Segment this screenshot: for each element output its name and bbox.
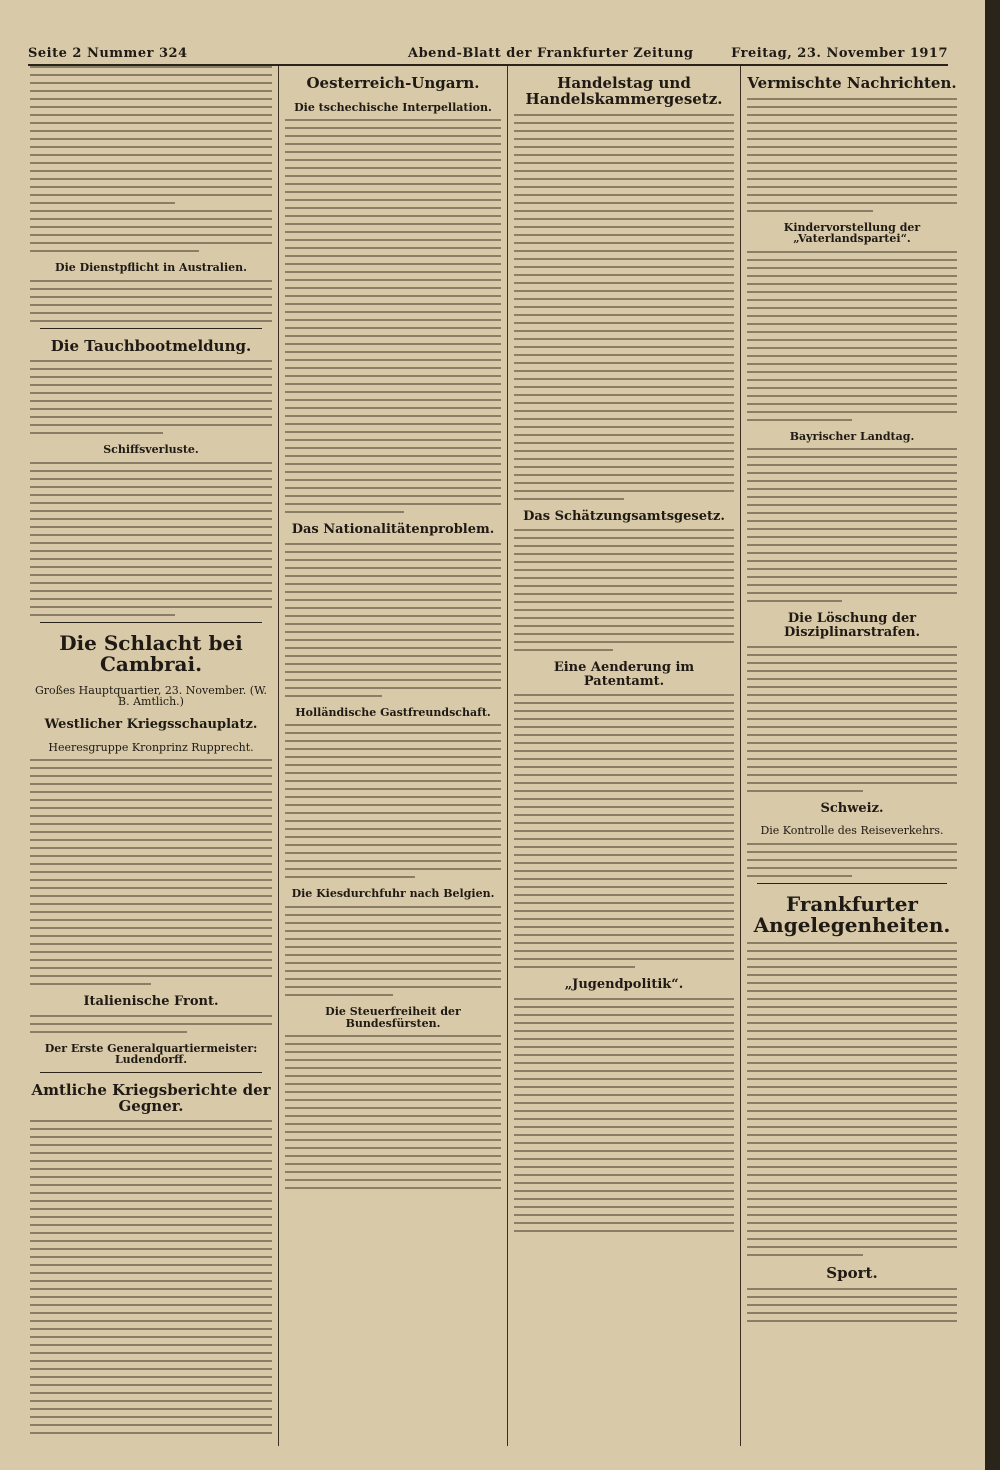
article-heading: Schweiz.	[820, 800, 884, 816]
article-heading: Schiffsverluste.	[103, 443, 199, 457]
article-heading: Kindervorstellung der „Vaterlandspartei“.	[783, 220, 921, 246]
page-number: Seite 2 Nummer 324	[28, 46, 188, 61]
article-text	[30, 360, 272, 434]
article-text	[285, 543, 501, 697]
column-3	[514, 66, 734, 1446]
article-text	[285, 724, 501, 878]
article-heading: Die Löschung der Disziplinarstrafen.	[784, 611, 920, 641]
article-subheading: Heeresgruppe Kronprinz Rupprecht.	[48, 740, 254, 754]
article-heading: Die Tauchbootmeldung.	[50, 336, 252, 355]
article-heading: Die Kiesdurchfuhr nach Belgien.	[291, 887, 495, 901]
article-heading: Holländische Gastfreundschaft.	[295, 705, 491, 719]
article-text	[285, 1035, 501, 1189]
page-header	[28, 40, 948, 66]
article-text	[747, 98, 957, 212]
article-heading: Frankfurter Angelegenheiten.	[753, 891, 951, 937]
separator	[40, 622, 262, 623]
article-text	[747, 1288, 957, 1322]
issue-date: Freitag, 23. November 1917	[731, 46, 948, 61]
column-rule	[507, 66, 508, 1446]
article-text	[514, 694, 734, 968]
publication-title: Abend-Blatt der Frankfurter Zeitung	[408, 46, 694, 61]
article-heading: Amtliche Kriegsberichte der Gegner.	[31, 1080, 271, 1115]
article-heading: Handelstag und Handelskammergesetz.	[525, 74, 723, 108]
article-heading: Eine Aenderung im Patentamt.	[553, 660, 695, 689]
article-text	[30, 210, 272, 252]
article-text	[747, 251, 957, 421]
article-dateline: Großes Hauptquartier, 23. November. (W. B. Amtlich.)	[35, 683, 267, 709]
article-text	[30, 1120, 272, 1434]
article-heading: Bayrischer Landtag.	[789, 429, 915, 443]
article-heading: Die Schlacht bei Cambrai.	[59, 630, 243, 676]
article-heading: Oesterreich-Ungarn.	[306, 74, 480, 92]
article-text	[514, 114, 734, 500]
column-2	[285, 66, 501, 1446]
column-rule	[278, 66, 279, 1446]
article-heading: „Jugendpolitik“.	[564, 977, 684, 993]
article-text	[514, 529, 734, 651]
article-text	[285, 119, 501, 513]
article-heading: Sport.	[826, 1263, 878, 1282]
column-4	[747, 66, 957, 1446]
article-signature: Der Erste Generalquartiermeister: Ludendorff.	[44, 1041, 258, 1067]
article-heading: Die Steuerfreiheit der Bundesfürsten.	[325, 1005, 461, 1030]
article-text	[747, 646, 957, 792]
article-text	[30, 280, 272, 322]
article-text	[30, 1015, 272, 1033]
article-heading: Vermischte Nachrichten.	[747, 74, 957, 92]
article-text	[747, 942, 957, 1256]
article-text	[285, 906, 501, 996]
article-text	[747, 448, 957, 602]
article-subheading: Die tschechische Interpellation.	[294, 100, 492, 114]
article-heading: Das Schätzungsamtsgesetz.	[523, 508, 725, 524]
article-text	[30, 462, 272, 616]
column-1	[30, 66, 272, 1446]
article-subheading: Die Kontrolle des Reiseverkehrs.	[760, 824, 944, 838]
article-text	[30, 66, 272, 204]
article-subheading: Italienische Front.	[83, 994, 219, 1010]
separator	[40, 328, 262, 329]
column-rule	[740, 66, 741, 1446]
article-heading: Das Nationalitätenproblem.	[291, 522, 495, 538]
article-text	[30, 759, 272, 985]
page-edge	[985, 0, 1000, 1470]
article-subheading: Westlicher Kriegsschauplatz.	[44, 716, 258, 732]
article-heading: Die Dienstpflicht in Australien.	[55, 261, 247, 274]
separator	[40, 1072, 262, 1073]
article-text	[747, 843, 957, 877]
separator	[757, 883, 947, 884]
article-text	[514, 998, 734, 1232]
